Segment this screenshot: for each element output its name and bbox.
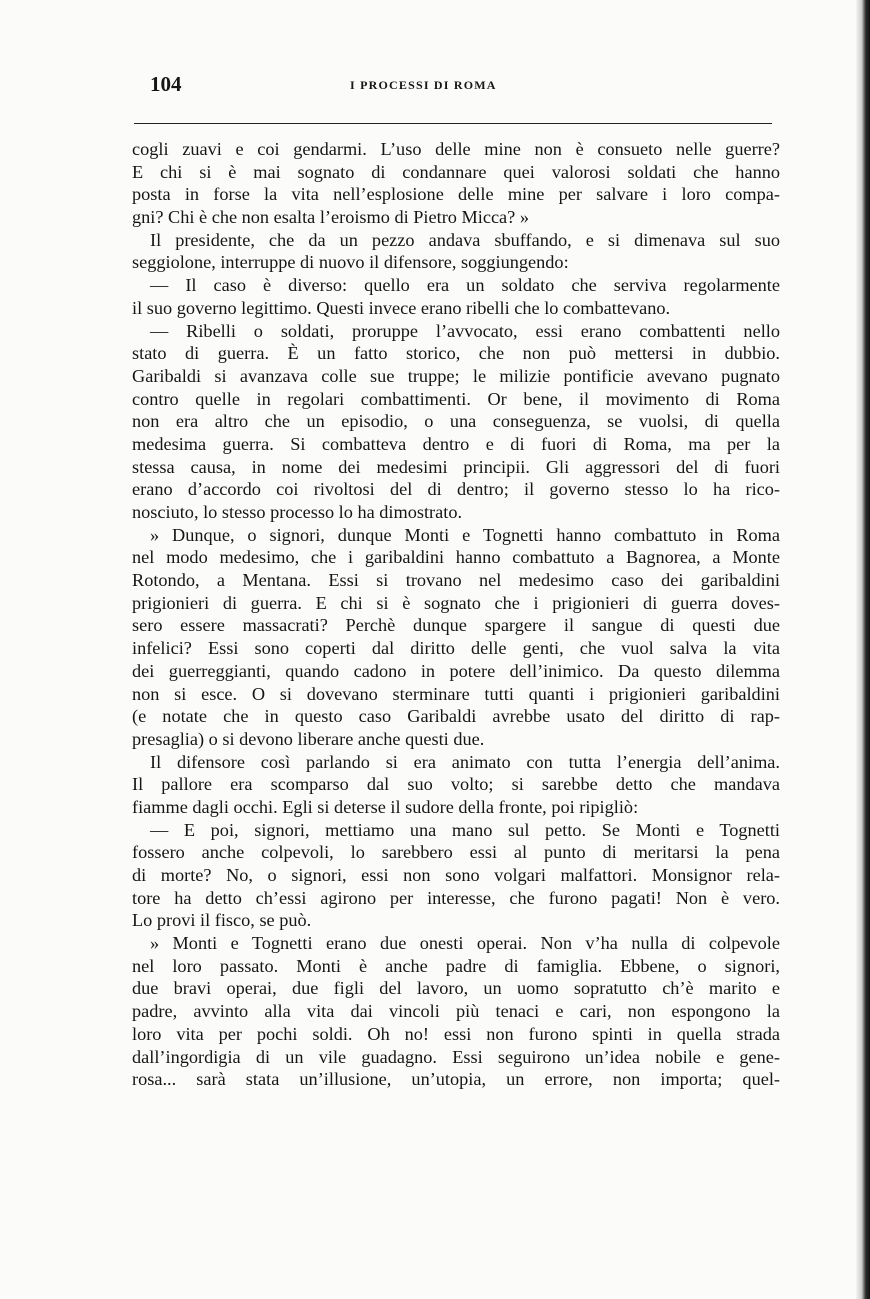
text-line: cogli zuavi e coi gendarmi. L’uso delle mine non è consueto nelle guerre? xyxy=(132,139,780,159)
text-line: tore ha detto ch’essi agirono per interesse, che furono pagati! Non è vero. xyxy=(132,887,780,908)
text-line: stato di guerra. È un fatto storico, che non può mettersi in dubbio. xyxy=(132,343,780,364)
text-line: — Ribelli o soldati, proruppe l’avvocato, essi erano combattenti nello xyxy=(150,320,780,341)
text-line: nel loro passato. Monti è anche padre di famiglia. Ebbene, o signori, xyxy=(132,955,780,976)
text-line: dall’ingordigia di un vile guadagno. Essi seguirono un’idea nobile e gene- xyxy=(132,1046,780,1067)
text-line: sero essere massacrati? Perchè dunque spargere il sangue di questi due xyxy=(132,615,780,636)
text-line: fiamme dagli occhi. Egli si deterse il sudore della fronte, poi ripigliò: xyxy=(132,796,639,817)
text-line: gni? Chi è che non esalta l’eroismo di Pietro Micca? » xyxy=(132,207,529,228)
text-line: fossero anche colpevoli, lo sarebbero essi al punto di meritarsi la pena xyxy=(132,842,780,863)
text-line: rosa... sarà stata un’illusione, un’utopia, un errore, non importa; quel- xyxy=(132,1069,780,1090)
text-line: padre, avvinto alla vita dai vincoli più tenaci e cari, non espongono la xyxy=(132,1001,780,1022)
text-line: loro vita per pochi soldi. Oh no! essi non furono spinti in quella strada xyxy=(132,1023,780,1044)
text-line: (e notate che in questo caso Garibaldi avrebbe usato del diritto di rap- xyxy=(132,706,780,727)
body-text xyxy=(132,138,780,1091)
text-line: nosciuto, lo stesso processo lo ha dimostrato. xyxy=(132,502,463,522)
text-line: prigionieri di guerra. E chi si è sognato che i prigionieri di guerra doves- xyxy=(132,592,780,613)
page-header xyxy=(150,72,770,102)
text-line: Il difensore così parlando si era animato con tutta l’energia dell’anima. xyxy=(150,751,780,772)
text-line: di morte? No, o signori, essi non sono volgari malfattori. Monsignor rela- xyxy=(132,865,780,885)
text-line: medesima guerra. Si combatteva dentro e di fuori di Roma, ma per la xyxy=(132,433,780,454)
text-line: — E poi, signori, mettiamo una mano sul petto. Se Monti e Tognetti xyxy=(150,819,780,840)
text-line: seggiolone, interruppe di nuovo il difensore, soggiungendo: xyxy=(132,252,569,273)
text-line: Il pallore era scomparso dal suo volto; si sarebbe detto che mandava xyxy=(132,774,780,795)
text-line: stessa causa, in nome dei medesimi principii. Gli aggressori del di fuori xyxy=(132,456,780,477)
text-line: » Monti e Tognetti erano due onesti operai. Non v’ha nulla di colpevole xyxy=(150,933,780,954)
text-line: il suo governo legittimo. Questi invece erano ribelli che lo combattevano. xyxy=(132,297,671,318)
running-head: I PROCESSI DI ROMA xyxy=(350,78,497,92)
text-line: infelici? Essi sono coperti dal diritto delle genti, che vuol salva la vita xyxy=(132,638,780,659)
header-rule xyxy=(134,123,772,124)
page-edge-shadow xyxy=(856,0,870,1299)
text-line: due bravi operai, due figli del lavoro, un uomo sopratutto ch’è marito e xyxy=(132,978,780,999)
text-line: — Il caso è diverso: quello era un soldato che serviva regolarmente xyxy=(150,275,780,296)
text-line: non si esce. O si dovevano sterminare tutti quanti i prigionieri garibaldini xyxy=(132,683,780,704)
text-line: contro quelle in regolari combattimenti. Or bene, il movimento di Roma xyxy=(132,388,780,409)
page-number: 104 xyxy=(150,72,182,96)
text-line: posta in forse la vita nell’esplosione delle mine per salvare i loro compa- xyxy=(132,184,780,205)
text-line: Garibaldi si avanzava colle sue truppe; le milizie pontificie avevano pugnato xyxy=(132,365,780,386)
text-line: Rotondo, a Mentana. Essi si trovano nel medesimo caso dei garibaldini xyxy=(132,570,780,591)
text-line: » Dunque, o signori, dunque Monti e Tognetti hanno combattuto in Roma xyxy=(150,524,780,545)
text-line: non era altro che un episodio, o una conseguenza, se vuolsi, di quella xyxy=(132,411,780,432)
text-line: presaglia) o si devono liberare anche questi due. xyxy=(132,728,485,749)
text-line: dei guerreggianti, quando cadono in potere dell’inimico. Da questo dilemma xyxy=(132,660,780,681)
text-line: erano d’accordo coi rivoltosi del di dentro; il governo stesso lo ha rico- xyxy=(132,479,780,500)
text-line: Lo provi il fisco, se può. xyxy=(132,910,312,931)
text-line: Il presidente, che da un pezzo andava sbuffando, e si dimenava sul suo xyxy=(150,229,780,250)
text-line: E chi si è mai sognato di condannare quei valorosi soldati che hanno xyxy=(132,161,780,182)
text-line: nel modo medesimo, che i garibaldini hanno combattuto a Bagnorea, a Monte xyxy=(132,547,780,568)
